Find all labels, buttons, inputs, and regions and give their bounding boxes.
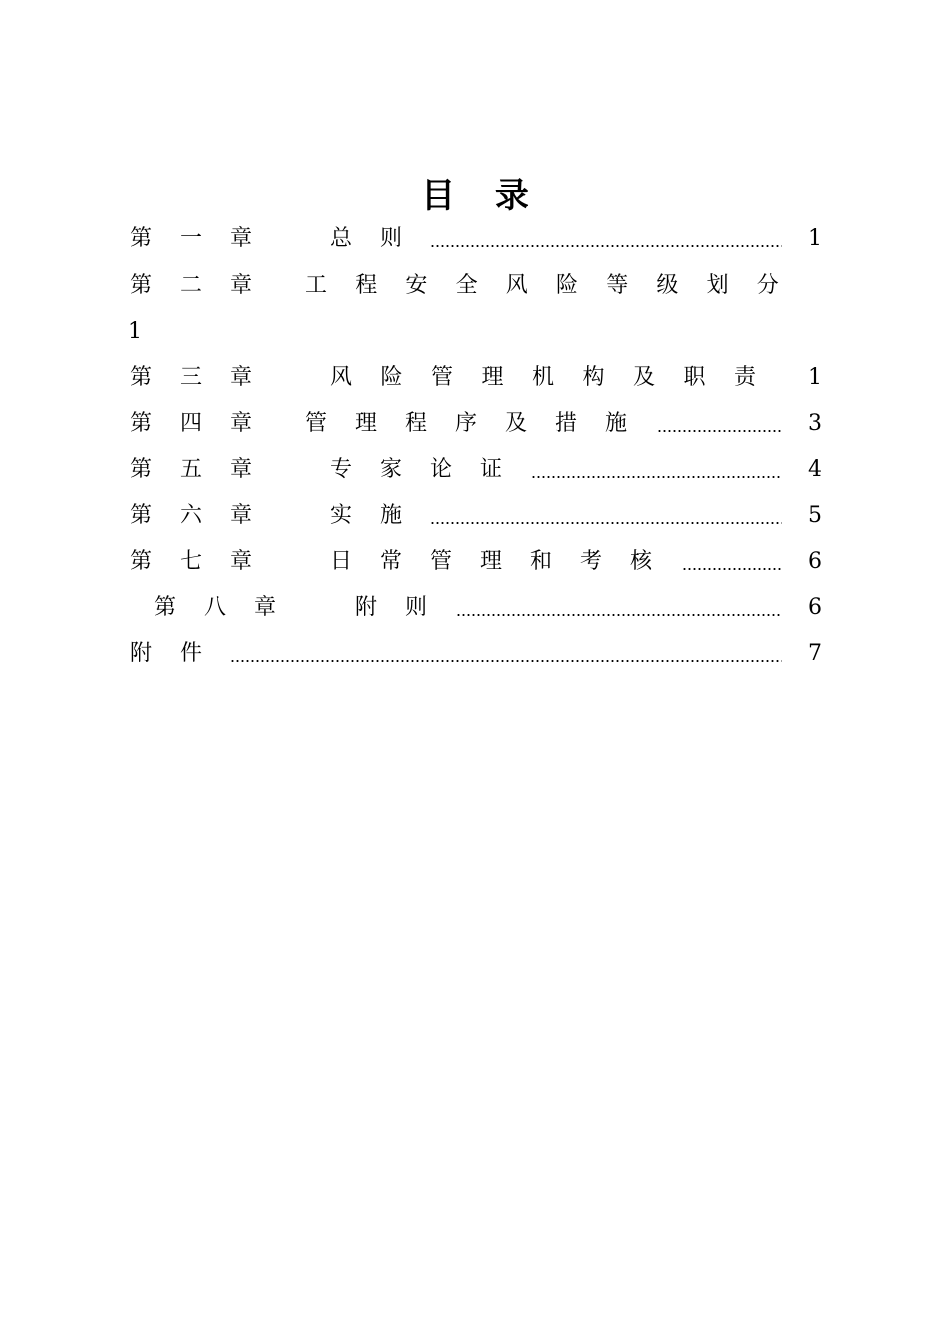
toc-heading-char: 程 — [355, 273, 378, 298]
toc-heading-char: 管 — [305, 411, 328, 436]
toc-heading — [355, 593, 455, 623]
toc-chapter-char: 章 — [230, 457, 253, 482]
toc-heading-char: 构 — [582, 365, 605, 390]
toc-chapter-char: 五 — [180, 457, 203, 482]
toc-leader — [531, 455, 782, 485]
toc-heading-char: 则 — [380, 226, 403, 251]
toc-chapter-char: 章 — [230, 549, 253, 574]
toc-chapter-char: 一 — [180, 226, 203, 251]
toc-chapter-char: 第 — [130, 503, 153, 528]
toc-heading-char: 则 — [405, 595, 428, 620]
toc-chapter — [130, 363, 280, 393]
toc-page-number: 5 — [808, 503, 822, 528]
toc-leader — [230, 639, 782, 669]
toc-page-number: 6 — [808, 595, 822, 620]
toc-heading-char: 和 — [530, 549, 553, 574]
toc-entry[interactable] — [0, 501, 950, 531]
toc-heading-char: 等 — [606, 273, 629, 298]
toc-chapter-char: 章 — [230, 365, 253, 390]
toc-chapter-char: 第 — [130, 365, 153, 390]
toc-chapter-char: 章 — [230, 503, 253, 528]
toc-heading-char: 考 — [580, 549, 603, 574]
toc-entry[interactable] — [0, 363, 950, 393]
toc-heading-char: 常 — [380, 549, 403, 574]
toc-heading-char: 序 — [455, 411, 478, 436]
toc-heading-char: 及 — [633, 365, 656, 390]
toc-heading-char: 全 — [455, 273, 478, 298]
toc-leader — [657, 409, 782, 439]
toc-page-number: 6 — [808, 549, 822, 574]
toc-heading-char: 管 — [430, 549, 453, 574]
toc-heading-char: 附 — [355, 595, 378, 620]
toc-heading — [330, 455, 530, 485]
toc-heading-char: 施 — [380, 503, 403, 528]
toc-heading — [330, 363, 785, 393]
toc-chapter-char: 章 — [230, 226, 253, 251]
toc-heading-char: 措 — [555, 411, 578, 436]
toc-heading-char: 施 — [605, 411, 628, 436]
toc-entry[interactable] — [0, 639, 950, 669]
toc-chapter — [130, 455, 280, 485]
toc-chapter-char: 附 — [130, 641, 153, 666]
toc-chapter-char: 第 — [154, 595, 177, 620]
toc-chapter-char: 七 — [180, 549, 203, 574]
toc-entry[interactable] — [0, 271, 950, 301]
toc-heading-char: 分 — [756, 273, 779, 298]
toc-heading-char: 及 — [505, 411, 528, 436]
toc-heading — [305, 409, 655, 439]
toc-heading-char: 安 — [405, 273, 428, 298]
toc-heading-char: 实 — [330, 503, 353, 528]
toc-page-number: 1 — [128, 319, 142, 344]
toc-heading-char: 工 — [305, 273, 328, 298]
toc-page-number: 7 — [808, 641, 822, 666]
toc-heading-char: 论 — [430, 457, 453, 482]
toc-chapter-char: 六 — [180, 503, 203, 528]
toc-entry[interactable] — [0, 409, 950, 439]
toc-heading-char: 核 — [630, 549, 653, 574]
toc-heading-char: 总 — [330, 226, 353, 251]
toc-chapter-char: 第 — [130, 457, 153, 482]
toc-chapter-char: 章 — [230, 273, 253, 298]
toc-heading-char: 风 — [505, 273, 528, 298]
toc-leader — [682, 547, 782, 577]
toc-heading-char: 机 — [532, 365, 555, 390]
toc-chapter-char: 件 — [180, 641, 203, 666]
toc-heading-char: 险 — [556, 273, 579, 298]
toc-heading-char: 理 — [355, 411, 378, 436]
toc-title: 目 录 — [421, 176, 543, 216]
toc-entry[interactable] — [0, 547, 950, 577]
toc-chapter-char: 二 — [180, 273, 203, 298]
toc-heading-char: 风 — [330, 365, 353, 390]
toc-page-number: 1 — [808, 365, 822, 390]
toc-chapter-char: 章 — [230, 411, 253, 436]
toc-heading-char: 专 — [330, 457, 353, 482]
toc-page-number: 1 — [808, 226, 822, 251]
toc-leader — [430, 224, 782, 254]
toc-chapter — [130, 501, 280, 531]
toc-heading — [330, 501, 430, 531]
toc-chapter-char: 三 — [180, 365, 203, 390]
toc-chapter-char: 第 — [130, 273, 153, 298]
toc-chapter — [130, 639, 230, 669]
toc-entry[interactable] — [0, 224, 950, 254]
toc-entry-continuation — [0, 317, 950, 347]
toc-heading-char: 职 — [683, 365, 706, 390]
toc-chapter-char: 第 — [130, 226, 153, 251]
toc-chapter — [130, 409, 280, 439]
toc-chapter-char: 四 — [180, 411, 203, 436]
toc-entry[interactable] — [0, 593, 950, 623]
toc-chapter-char: 章 — [254, 595, 277, 620]
toc-heading-char: 险 — [380, 365, 403, 390]
toc-heading-char: 证 — [480, 457, 503, 482]
toc-heading — [330, 547, 680, 577]
toc-chapter — [130, 547, 280, 577]
toc-heading — [305, 271, 807, 301]
toc-leader — [456, 593, 782, 623]
toc-heading-char: 理 — [480, 549, 503, 574]
toc-heading — [330, 224, 430, 254]
toc-leader — [430, 501, 782, 531]
toc-chapter — [154, 593, 304, 623]
toc-entry[interactable] — [0, 455, 950, 485]
toc-heading-char: 日 — [330, 549, 353, 574]
toc-chapter-char: 第 — [130, 411, 153, 436]
toc-chapter-char: 第 — [130, 549, 153, 574]
toc-heading-char: 级 — [656, 273, 679, 298]
toc-heading-char: 管 — [431, 365, 454, 390]
toc-chapter-char: 八 — [204, 595, 227, 620]
toc-heading-char: 家 — [380, 457, 403, 482]
toc-heading-char: 划 — [706, 273, 729, 298]
toc-heading-char: 责 — [734, 365, 757, 390]
toc-chapter — [130, 224, 280, 254]
toc-heading-char: 程 — [405, 411, 428, 436]
toc-chapter — [130, 271, 280, 301]
toc-page-number: 3 — [808, 411, 822, 436]
toc-page-number: 4 — [808, 457, 822, 482]
toc-heading-char: 理 — [481, 365, 504, 390]
